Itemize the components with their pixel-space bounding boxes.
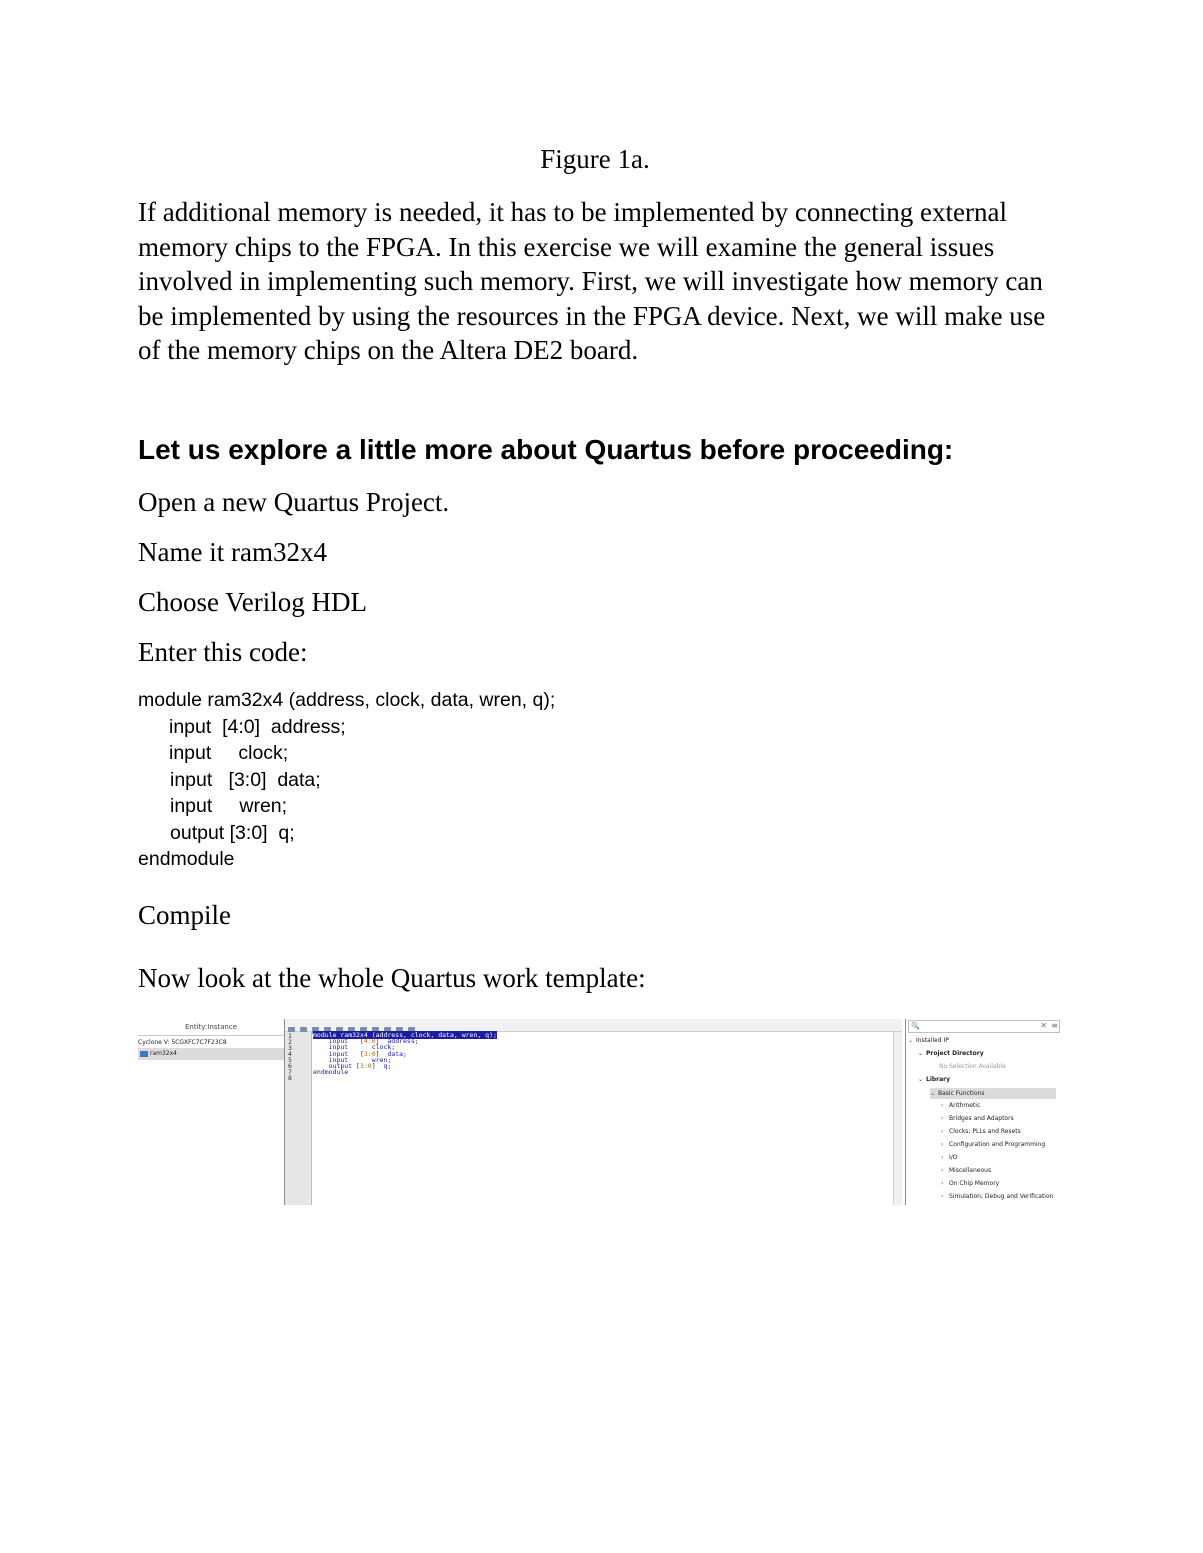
- tree-label: Installed IP: [916, 1037, 949, 1044]
- chevron-right-icon: ›: [941, 1128, 944, 1135]
- chevron-right-icon: ›: [941, 1141, 944, 1148]
- code-line-7: endmodule: [138, 848, 235, 870]
- tree-item-on-chip-memory[interactable]: [941, 1180, 999, 1187]
- library-node[interactable]: [918, 1076, 950, 1083]
- code-number: 3:0: [363, 1049, 376, 1058]
- code-number: 3:0: [359, 1062, 372, 1071]
- chevron-right-icon: ›: [941, 1115, 944, 1122]
- tree-label: I/O: [949, 1154, 958, 1161]
- tree-item-configuration[interactable]: [941, 1141, 1045, 1148]
- code-text: ] data;: [375, 1049, 407, 1058]
- intro-paragraph: If additional memory is needed, it has to be implemented by connecting external memory chips to the FPGA. In this exercise we will examine the general issues involved in implementing such memory. First, we will investigate how memory can be implemented by using the resources in the FPGA device. Next, we will make use of the memory chips on the Altera DE2 board.: [138, 197, 1046, 365]
- tree-label: Configuration and Programming: [949, 1141, 1046, 1148]
- tree-label: On Chip Memory: [949, 1180, 1000, 1187]
- section-heading: Let us explore a little more about Quartus before proceeding:: [138, 434, 954, 465]
- step-open-project: Open a new Quartus Project.: [138, 487, 450, 517]
- line-number-gutter: [285, 1032, 312, 1205]
- code-text: input [: [313, 1037, 364, 1046]
- line-number: 1: [288, 1032, 292, 1040]
- step-choose-language: Choose Verilog HDL: [138, 587, 367, 617]
- step-look-template: Now look at the whole Quartus work template:: [138, 963, 646, 993]
- tree-item-miscellaneous[interactable]: [941, 1167, 991, 1174]
- tree-label: Miscellaneous: [949, 1167, 992, 1174]
- quartus-screenshot: [138, 1019, 1063, 1205]
- step-enter-code: Enter this code:: [138, 637, 308, 667]
- line-number: 8: [288, 1074, 292, 1082]
- no-selection-text: No Selection Available: [939, 1063, 1006, 1070]
- entity-label: ram32x4: [150, 1050, 177, 1057]
- chevron-down-icon: ⌄: [918, 1050, 924, 1057]
- code-number: 4:0: [363, 1037, 376, 1046]
- hierarchy-header: Entity:Instance: [138, 1019, 284, 1036]
- step-name-project: Name it ram32x4: [138, 537, 327, 567]
- tree-item-io[interactable]: [941, 1154, 958, 1161]
- chevron-right-icon: ›: [941, 1154, 944, 1161]
- tree-label: Project Directory: [926, 1050, 984, 1057]
- chevron-right-icon: ›: [941, 1102, 944, 1109]
- code-line-5: input wren;: [170, 795, 288, 817]
- code-line-3: input clock;: [169, 742, 289, 764]
- basic-functions-node[interactable]: [930, 1088, 1056, 1099]
- ip-search-input[interactable]: [908, 1020, 1060, 1033]
- figure-caption: Figure 1a.: [540, 144, 650, 174]
- code-line-1: module ram32x4 (address, clock, data, wren, q);: [138, 689, 556, 711]
- tree-item-bridges[interactable]: [941, 1115, 1014, 1122]
- menu-icon[interactable]: ≡: [1051, 1021, 1058, 1030]
- tree-label: Arithmetic: [949, 1102, 981, 1109]
- tree-label: Library: [926, 1076, 951, 1083]
- project-directory-node[interactable]: [918, 1050, 984, 1057]
- step-compile: Compile: [138, 900, 231, 930]
- tree-item-clocks[interactable]: [941, 1128, 1021, 1135]
- project-navigator-panel: [138, 1019, 285, 1205]
- tree-label: Simulation; Debug and Verification: [949, 1193, 1054, 1200]
- code-line-4: input [3:0] data;: [170, 769, 321, 791]
- entity-icon: [140, 1051, 148, 1057]
- ip-catalog-panel: [905, 1019, 1064, 1205]
- tree-label: Clocks; PLLs and Resets: [949, 1128, 1021, 1135]
- code-text: output [: [313, 1062, 360, 1071]
- installed-ip-node[interactable]: [908, 1037, 949, 1044]
- tree-item-arithmetic[interactable]: [941, 1102, 980, 1109]
- code-text: ] q;: [371, 1062, 392, 1071]
- line-number: 7: [288, 1068, 292, 1076]
- tree-label: Bridges and Adaptors: [949, 1115, 1014, 1122]
- line-number: 4: [288, 1050, 292, 1058]
- chevron-down-icon: ⌄: [930, 1090, 936, 1097]
- line-number: 6: [288, 1062, 292, 1070]
- text-editor-panel: [285, 1019, 902, 1205]
- editor-scrollbar[interactable]: [893, 1032, 902, 1205]
- tree-label: Basic Functions: [938, 1090, 985, 1097]
- chevron-down-icon: ⌄: [908, 1037, 914, 1044]
- tree-item-simulation[interactable]: [941, 1193, 1053, 1200]
- code-line-6: output [3:0] q;: [170, 822, 295, 844]
- line-number: 5: [288, 1056, 292, 1064]
- selected-code-line: module ram32x4 (address, clock, data, wren, q);: [313, 1031, 497, 1039]
- code-text: ] address;: [375, 1037, 419, 1046]
- entity-row[interactable]: [138, 1048, 284, 1060]
- device-label: Cyclone V: 5CGXFC7C7F23C8: [138, 1039, 227, 1046]
- chevron-down-icon: ⌄: [918, 1076, 924, 1083]
- search-icon: 🔍: [911, 1022, 920, 1030]
- chevron-right-icon: ›: [941, 1180, 944, 1187]
- source-code[interactable]: [313, 1032, 497, 1075]
- code-text: input [: [313, 1049, 364, 1058]
- line-number: 3: [288, 1044, 292, 1052]
- code-text: endmodule: [313, 1068, 349, 1077]
- code-line-2: input [4:0] address;: [169, 716, 346, 738]
- line-number: 2: [288, 1038, 292, 1046]
- code-text: input wren;: [313, 1055, 392, 1064]
- code-text: input clock;: [313, 1043, 396, 1052]
- close-icon[interactable]: ✕: [1040, 1021, 1047, 1030]
- chevron-right-icon: ›: [941, 1193, 944, 1200]
- chevron-right-icon: ›: [941, 1167, 944, 1174]
